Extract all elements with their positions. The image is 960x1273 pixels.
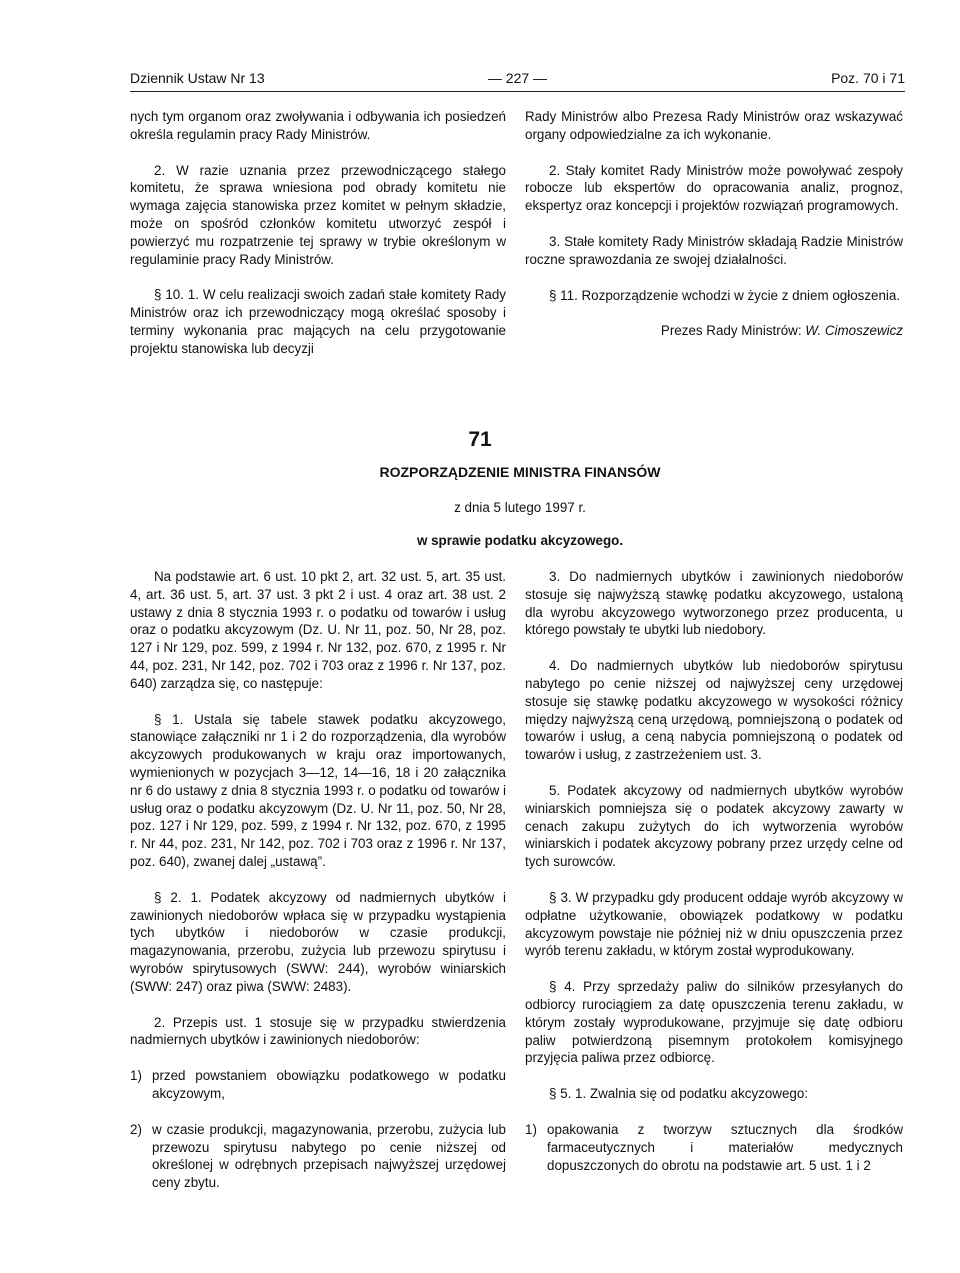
page-number: — 227 —: [487, 70, 548, 86]
paragraph: nych tym organom oraz zwoływania i odbywania ich posiedzeń określa regulamin pracy Rady Ministrów.: [130, 109, 506, 142]
prev-act-left-column: [130, 108, 506, 376]
act-number: 71: [468, 428, 492, 451]
body-left-column: [130, 568, 506, 1210]
paragraph: § 1. Ustala się tabele stawek podatku akcyzowego, stanowiące załączniki nr 1 i 2 do rozporządzenia, dla wyrobów akcyzowych produkowanych w kraju oraz importowanych, wymienionych w pozycjach 3—12, 14—16, 18 i 20 załącznika nr 6 do ustawy z dnia 8 stycznia 1993 r. o podatku od towarów i usług oraz o podatku akcyzowym (Dz. U. Nr 11, poz. 50, Nr 28, poz. 127 i Nr 129, poz. 599, z 1994 r. Nr 132, poz. 670, z 1995 r. Nr 44, poz. 231, Nr 142, poz. 702 i 703 oraz z 1996 r. Nr 137, poz. 640), zwanej dalej „ustawą”.: [130, 711, 506, 869]
header-rule: [130, 91, 905, 92]
paragraph: 2. W razie uznania przez przewodniczącego stałego komitetu, że sprawa wniesiona pod obrady komitetu nie wymaga zajęcia stanowiska przez komitet w pełnym składzie, może on spośród członków komitetu utworzyć zespół i powierzyć mu rozpatrzenie tej sprawy w trybie określonym w regulaminie pracy Rady Ministrów.: [130, 162, 506, 267]
list-item: [130, 1121, 506, 1192]
paragraph: § 10. 1. W celu realizacji swoich zadań stałe komitety Rady Ministrów oraz ich przewodniczący mogą określać sposoby i terminy wykonania prac mających na celu przygotowanie projektu stanowiska lub decyzji: [130, 287, 506, 356]
paragraph: § 11. Rozporządzenie wchodzi w życie z dniem ogłoszenia.: [549, 287, 901, 303]
paragraph: Na podstawie art. 6 ust. 10 pkt 2, art. 32 ust. 5, art. 35 ust. 4, art. 36 ust. 5, art. 37 ust. 3 pkt 2 i ust. 4 oraz art. 38 ust. 2 ustawy z dnia 8 stycznia 1993 r. o podatku od towarów i usług oraz o podatku akcyzowym (Dz. U. Nr 11, poz. 50, Nr 28, poz. 127 i Nr 129, poz. 599, z 1994 r. Nr 132, poz. 670, z 1995 r. Nr 44, poz. 231, Nr 142, poz. 702 i 703 oraz z 1996 r. Nr 137, poz. 640) zarządza się, co następuje:: [130, 569, 506, 691]
paragraph: 2. Stały komitet Rady Ministrów może powoływać zespoły robocze lub ekspertów do opracowania analiz, prognoz, ekspertyz oraz koncepcji i projektów rozwiązań programowych.: [525, 162, 903, 214]
signature-label: Prezes Rady Ministrów:: [660, 323, 802, 339]
act-subject: w sprawie podatku akcyzowego.: [416, 533, 624, 548]
act-date: z dnia 5 lutego 1997 r.: [454, 500, 586, 515]
paragraph: § 3. W przypadku gdy producent oddaje wyrób akcyzowy w odpłatne użytkowanie, obowiązek podatkowy w podatku akcyzowym powstaje nie później niż w dniu opuszczenia przez wyrób terenu zakładu, w którym został wyprodukowany.: [525, 889, 903, 959]
signature-name: W. Cimoszewicz: [805, 323, 903, 339]
paragraph: 4. Do nadmiernych ubytków lub niedoborów spirytusu nabytego po cenie niższej od najwyższej ceny urzędowej stosuje się stawkę podatku akcyzowego w wysokości różnicy między najwyższą ceną urzędową, pomniejszoną o podatek od towarów i usług, a ceną nabycia pomniejszoną o podatek od towarów i usług, z zastrzeżeniem ust. 3.: [525, 658, 903, 763]
list-item-number: 2): [130, 1121, 142, 1137]
paragraph: § 2. 1. Podatek akcyzowy od nadmiernych ubytków i zawinionych niedoborów wpłaca się w przypadku wystąpienia tych ubytków i niedoborów w czasie produkcji, magazynowania, przerobu, zużycia lub przewozu spirytusu i wyrobów spirytusowych (SWW: 244), wyrobów winiarskich (SWW: 247) oraz piwa (SWW: 2483).: [130, 889, 506, 994]
position-number: Poz. 70 i 71: [831, 70, 905, 86]
list-item-text: przed powstaniem obowiązku podatkowego w podatku akcyzowym,: [152, 1068, 506, 1101]
list-item-text: w czasie produkcji, magazynowania, przerobu, zużycia lub przewozu spirytusu nabytego po cenie niższej od określonej w odrębnych przepisach najwyższej urzędowej ceny zbytu.: [152, 1121, 506, 1191]
paragraph: 5. Podatek akcyzowy od nadmiernych ubytków wyrobów winiarskich pomniejsza się o podatek akcyzowy zawarty w cenach zakupu zużytych do ich wytworzenia wyrobów winiarskich i podatek akcyzowy pobrany przez urzędy celne od tych surowców.: [525, 782, 903, 870]
paragraph: Rady Ministrów albo Prezesa Rady Ministrów oraz wskazywać organy odpowiedzialne za ich wykonanie.: [525, 109, 903, 142]
list-item: [130, 1067, 506, 1103]
act-title: ROZPORZĄDZENIE MINISTRA FINANSÓW: [379, 464, 661, 480]
paragraph: 2. Przepis ust. 1 stosuje się w przypadku stwierdzenia nadmiernych ubytków i zawinionych niedoborów:: [130, 1014, 506, 1048]
list-item-number: 1): [130, 1068, 142, 1084]
page-header: [130, 68, 905, 88]
body-right-column: [525, 568, 903, 1192]
list-item: [525, 1121, 903, 1174]
paragraph: § 4. Przy sprzedaży paliw do silników przesyłanych do odbiorcy rurociągiem za datę opuszczenia terenu zakładu, w którym zostały wyprodukowane, przyjmuje się datę odbioru paliw potwierdzoną pisemnym protokołem komisyjnego przyjęcia paliwa przez odbiorcę.: [525, 979, 903, 1066]
paragraph: § 5. 1. Zwalnia się od podatku akcyzowego:: [549, 1086, 809, 1102]
signature: [525, 322, 903, 340]
journal-title: Dziennik Ustaw Nr 13: [130, 70, 265, 86]
list-item-number: 1): [525, 1121, 537, 1137]
list-item-text: opakowania z tworzyw sztucznych dla środków farmaceutycznych i materiałów medycznych dopuszczonych do obrotu na podstawie art. 5 ust. 1 i 2: [547, 1121, 903, 1173]
prev-act-right-column: [525, 108, 903, 358]
paragraph: 3. Do nadmiernych ubytków i zawinionych niedoborów stosuje się najwyższą stawkę podatku akcyzowego, ustaloną dla wyrobu akcyzowego wytworzonego przez producenta, u którego powstały te ubytki lub niedobory.: [525, 569, 903, 638]
paragraph: 3. Stałe komitety Rady Ministrów składają Radzie Ministrów roczne sprawozdania ze swojej działalności.: [525, 233, 903, 267]
